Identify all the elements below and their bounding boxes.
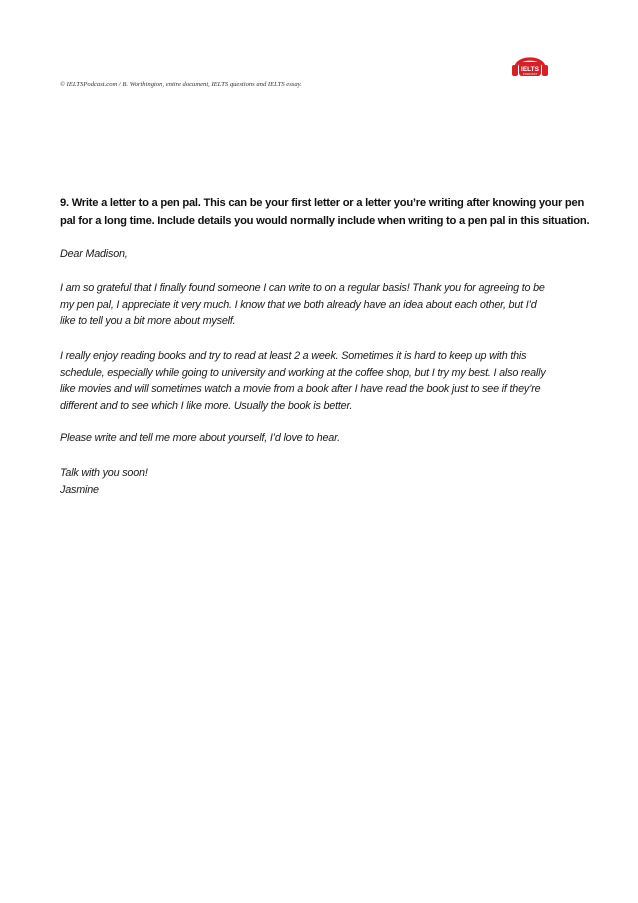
letter-paragraph-1 [60,280,582,330]
question-prompt [60,194,590,230]
paragraph-line: I really enjoy reading books and try to read at least 2 a week. Sometimes it is hard to keep up with this [60,350,527,362]
headphones-icon [509,46,551,82]
logo-text-top: IELTS [521,66,539,73]
paragraph-line: different and to see which I like more. Usually the book is better. [60,399,353,412]
copyright-notice: © IELTSPodcast.com / B. Worthington, entire document, IELTS questions and IELTS essay. [60,81,302,88]
logo-text-bottom: PODCAST [522,72,538,77]
ielts-podcast-logo [509,46,551,82]
letter-greeting [60,246,582,263]
letter-paragraph-2 [60,348,582,414]
question-line: 9. Write a letter to a pen pal. This can be your first letter or a letter you’re writing after knowing your pen [60,197,585,209]
paragraph-line: Please write and tell me more about yourself, I’d love to hear. [60,432,340,444]
signature: Jasmine [60,483,99,496]
paragraph-line: my pen pal, I appreciate it very much. I know that we both already have an idea about each other, but I’d [60,298,537,311]
letter-closing [60,465,582,498]
question-line: pal for a long time. Include details you would normally include when writing to a pen pal in this situation. [60,215,590,227]
sign-off: Talk with you soon! [60,467,148,479]
letter-paragraph-3 [60,430,582,447]
paragraph-line: schedule, especially while going to university and working at the coffee shop, but I try my best. I also really [60,366,546,379]
greeting-text: Dear Madison, [60,248,128,260]
paragraph-line: I am so grateful that I finally found someone I can write to on a regular basis! Thank you for agreeing to be [60,282,545,294]
paragraph-line: like movies and will sometimes watch a movie from a book after I have read the book just to see if they’re [60,383,541,395]
paragraph-line: like to tell you a bit more about myself. [60,315,236,327]
